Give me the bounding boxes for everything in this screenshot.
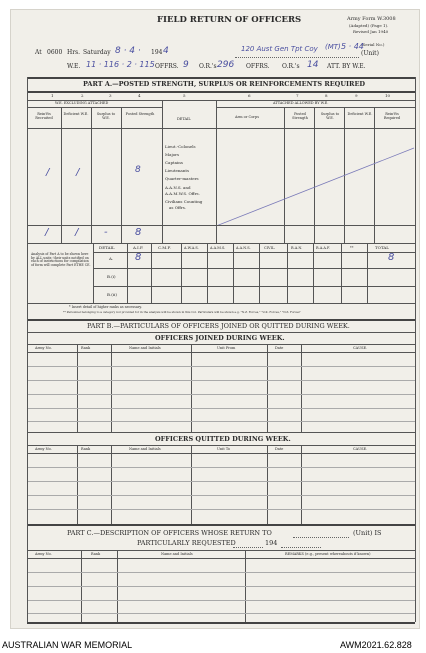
- year-prefix: 194: [151, 49, 163, 56]
- unit-number-handwritten: 5 · 44: [341, 42, 364, 51]
- day-value: Saturday: [83, 49, 111, 56]
- footnote-higher-ranks: * Insert detail of higher ranks as necessary.: [69, 305, 142, 309]
- ors-label: O.R.'s: [199, 63, 217, 70]
- part-a-totals-bottom: [27, 243, 415, 244]
- unit-underline: [235, 57, 359, 58]
- analysis-head-ran: R.A.N.: [291, 246, 303, 250]
- year-handwritten: 4: [163, 46, 169, 56]
- part-c-unit-label: (Unit) IS: [353, 529, 382, 537]
- frame-right: [415, 77, 416, 622]
- time-value: 0600: [47, 49, 63, 56]
- total-col2: /: [75, 227, 79, 238]
- quitted-col-army-no: Army No.: [35, 447, 52, 451]
- we-group-rule: [27, 107, 162, 108]
- ors2-label: O.R.'s: [282, 63, 300, 70]
- col-number-5: 5: [183, 93, 186, 98]
- analysis-row-bi: B.(i): [107, 274, 116, 279]
- col-head-reinfts-recruited: Rein'fts Recruited: [35, 112, 53, 120]
- part-b-title-rule: [27, 332, 415, 333]
- grid-hline: [27, 366, 415, 367]
- part-a-top-rule: [27, 77, 415, 79]
- grid-hline: [27, 481, 415, 482]
- analysis-aif-value: 8: [135, 252, 142, 263]
- attached-allowed-heading: ATTACHED ALLOWED BY W.E.: [273, 101, 329, 105]
- joined-title-rule: [27, 344, 415, 345]
- hw-col4-entry: 8: [135, 165, 141, 175]
- analysis-row-a: A.: [109, 256, 114, 261]
- detail-lt-colonels: Lieut.-Colonels: [165, 144, 196, 149]
- grid-hline: [27, 408, 415, 409]
- grid-hline: [27, 572, 415, 573]
- analysis-head-civil: CIVIL.: [264, 246, 276, 250]
- analysis-head-aams: A.A.M.S.: [210, 246, 226, 250]
- quitted-col-date: Date: [275, 447, 284, 451]
- army-form-number: Army Form W.3008: [347, 16, 396, 22]
- footer-left-text: AUSTRALIAN WAR MEMORIAL: [2, 640, 133, 650]
- unit-handwritten: 120 Aust Gen Tpt Coy: [241, 45, 318, 53]
- grid-hline: [27, 600, 415, 601]
- joined-col-rank: Rank: [81, 346, 91, 350]
- part-c-title-line2: PARTICULARLY REQUESTED: [137, 539, 236, 547]
- joined-col-cause: CAUSE.: [353, 346, 368, 350]
- footer-right-text: AWM2021.62.828: [340, 640, 412, 650]
- analysis-head-aans: A.A.N.S.: [236, 246, 251, 250]
- analysis-head-aif: A.I.F.: [133, 245, 144, 250]
- date-handwritten: 8 · 4 ·: [115, 46, 141, 56]
- part-b-top-rule: [27, 319, 415, 321]
- analysis-head-raaf: R.A.A.F.: [316, 246, 331, 250]
- joined-header-rule: [27, 352, 415, 353]
- form-sheet: [11, 10, 419, 628]
- grid-vline: [267, 344, 268, 432]
- col-head-posted-strength: Posted Strength: [125, 112, 155, 116]
- grid-vline: [61, 107, 62, 243]
- quitted-col-rank: Rank: [81, 447, 91, 451]
- joined-col-date: Date: [275, 346, 284, 350]
- grid-vline: [301, 445, 302, 524]
- detail-aans: A.A.N.S. and: [165, 185, 191, 190]
- frame-left: [27, 77, 28, 622]
- part-c-year-blank: [281, 547, 321, 548]
- joined-col-name: Name and Initials: [129, 346, 161, 350]
- serial-no-label: (Serial No.): [361, 42, 385, 47]
- joined-title: OFFICERS JOINED DURING WEEK.: [155, 334, 285, 342]
- analysis-row-rule: [93, 268, 415, 269]
- revised-note: Revised Jan 1940: [353, 29, 389, 34]
- offrs-handwritten: 9: [183, 60, 189, 70]
- col-head-posted-strength-att: Posted Strength: [292, 112, 308, 120]
- col-number-7: 7: [296, 93, 299, 98]
- analysis-bottom-rule: [27, 303, 415, 304]
- detail-lieutenants: Lieutenants: [165, 168, 190, 173]
- grid-hline: [27, 586, 415, 587]
- analysis-head-awas: A.W.A.S.: [184, 246, 199, 250]
- quitted-header-rule: [27, 453, 415, 454]
- detail-quartermasters: Quarter-masters: [165, 176, 199, 181]
- grid-vline: [191, 344, 192, 432]
- col-number-8: 8: [325, 93, 328, 98]
- analysis-head-cmf: C.M.F.: [158, 245, 171, 250]
- archive-footer: [0, 637, 426, 653]
- col-head-arm-corps: Arm or Corps: [235, 115, 260, 119]
- strike-through-line: [216, 128, 416, 228]
- grid-hline: [27, 467, 415, 468]
- grid-hline: [27, 613, 415, 614]
- part-c-bottom-rule: [27, 622, 415, 624]
- grid-vline: [301, 344, 302, 432]
- col-number-6: 6: [248, 93, 251, 98]
- grid-vline: [121, 107, 122, 243]
- quitted-title: OFFICERS QUITTED DURING WEEK.: [155, 435, 291, 443]
- joined-col-army-no: Army No.: [35, 346, 52, 350]
- grid-hline: [27, 380, 415, 381]
- quitted-col-name: Name and Initials: [129, 447, 161, 451]
- total-col4: 8: [135, 227, 142, 238]
- analysis-total-value: 8: [388, 252, 395, 263]
- unit-label: (Unit): [361, 50, 379, 57]
- ors2-handwritten: 14: [307, 60, 319, 70]
- part-c-year-label: 194: [265, 539, 278, 547]
- grid-vline: [267, 445, 268, 524]
- col-head-deficient: Deficient W.E.: [63, 112, 89, 116]
- part-c-col-rank: Rank: [91, 552, 101, 556]
- grid-vline: [111, 445, 112, 524]
- detail-as-offrs: as Offrs.: [169, 205, 187, 210]
- detail-aamws: A.A.M.W.S. Offrs.: [165, 191, 200, 196]
- part-c-col-remarks: REMARKS (e.g., present whereabouts if known): [285, 552, 371, 556]
- quitted-title-rule: [27, 445, 415, 446]
- analysis-head-detail: DETAIL: [99, 245, 115, 250]
- part-c-col-army-no: Army No.: [35, 552, 52, 556]
- hw-col1-entry: /: [46, 167, 50, 178]
- col-head-reinfts-required: Rein'fts Required: [383, 112, 401, 120]
- col-number-2: 2: [81, 93, 84, 98]
- grid-hline: [27, 421, 415, 422]
- detail-majors: Majors: [165, 152, 180, 157]
- col-head-surplus: Surplus to W.E.: [96, 112, 116, 120]
- grid-hline: [27, 495, 415, 496]
- total-col1: /: [45, 227, 49, 238]
- col-head-deficient-att: Deficient W.E.: [347, 112, 373, 116]
- quitted-col-cause: CAUSE.: [353, 447, 368, 451]
- quitted-bottom-rule: [27, 524, 415, 526]
- part-c-col-name: Name and Initials: [161, 552, 193, 556]
- grid-vline: [91, 107, 92, 243]
- adapted-note: (Adapted) (Page 1).: [349, 23, 389, 28]
- detail-civilians: Civilians Counting: [165, 199, 203, 204]
- form-title: FIELD RETURN OF OFFICERS: [157, 15, 302, 25]
- analysis-head-total: TOTAL: [375, 245, 389, 250]
- we-handwritten: 11 · 116 · 2 · 115: [86, 60, 155, 69]
- detail-captains: Captains: [165, 160, 183, 165]
- grid-vline: [77, 445, 78, 524]
- analysis-row-rule: [93, 286, 415, 287]
- at-label: At: [35, 49, 42, 56]
- analysis-row-bii: B.(ii): [107, 292, 117, 297]
- we-label: W.E.: [67, 63, 81, 70]
- total-col3: -: [104, 227, 108, 238]
- grid-hline: [27, 394, 415, 395]
- att-label: ATT. BY W.E.: [327, 63, 366, 70]
- part-c-unit-blank: [293, 537, 349, 538]
- unit-serial-handwritten: (MT): [325, 43, 341, 51]
- offrs-label: OFFRS.: [155, 63, 179, 70]
- part-c-title-rule: [27, 550, 415, 551]
- col-number-10: 10: [385, 93, 391, 98]
- col-number-3: 3: [109, 93, 112, 98]
- footnote-other-category: ** Personnel belonging to a category not provided for in the analysis will be shown in this Col. Particulars will be shown e.g. "N.Z. Forces," "U.K. Forces," "N.Z. Forces": [63, 310, 301, 314]
- grid-vline: [191, 445, 192, 524]
- analysis-head-other: **: [350, 246, 354, 250]
- col-number-1: 1: [51, 93, 54, 98]
- offrs2-label: OFFRS.: [246, 63, 270, 70]
- part-b-title: PART B.—PARTICULARS OF OFFICERS JOINED OR QUITTED DURING WEEK.: [87, 322, 350, 330]
- col-number-4: 4: [138, 93, 141, 98]
- attached-group-rule: [216, 107, 415, 108]
- part-c-header-rule: [27, 558, 415, 559]
- part-a-totals-top: [27, 225, 415, 226]
- grid-hline: [27, 509, 415, 510]
- col-head-detail: DETAIL: [177, 117, 191, 121]
- grid-vline: [111, 344, 112, 432]
- ors-handwritten: 296: [217, 60, 235, 70]
- grid-vline: [77, 344, 78, 432]
- we-excluding-heading: W.E. EXCLUDING ATTACHED: [55, 101, 109, 105]
- joined-col-unit-from: Unit From: [217, 346, 236, 350]
- hrs-label: Hrs.: [67, 49, 81, 56]
- col-number-9: 9: [355, 93, 358, 98]
- quitted-col-unit-to: Unit To: [217, 447, 231, 451]
- part-c-title: PART C.—DESCRIPTION OF OFFICERS WHOSE RETURN TO: [67, 529, 272, 537]
- grid-vline: [162, 100, 163, 243]
- joined-bottom-rule: [27, 432, 415, 433]
- col-head-surplus-att: Surplus to W.E.: [320, 112, 340, 120]
- part-a-title: PART A.—POSTED STRENGTH, SURPLUS OR REINFORCEMENTS REQUIRED: [83, 80, 366, 88]
- part-c-date-blank: [233, 547, 263, 548]
- analysis-note: Analysis of Part A to be shown here by ALL units; their units notified on each of instructions for compilation of form will complete Part ETHE CE.: [31, 252, 91, 268]
- hw-col2-entry: /: [76, 167, 80, 178]
